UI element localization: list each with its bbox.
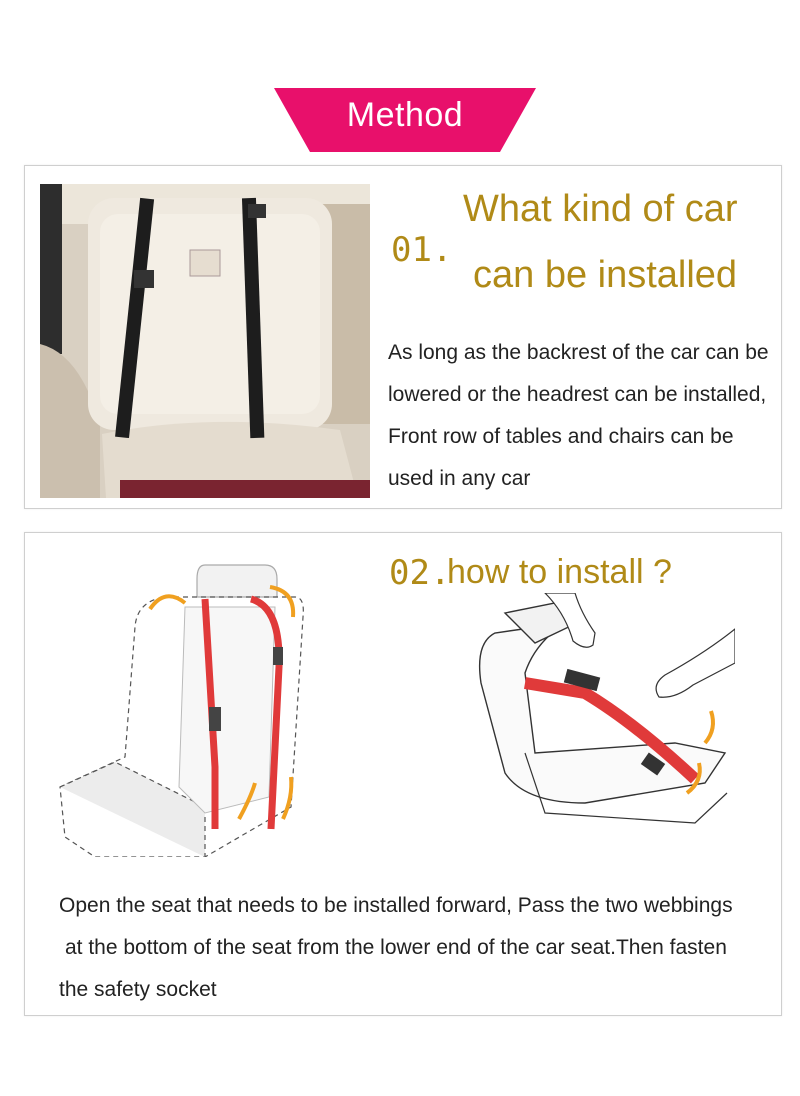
section2-number: 02.: [389, 553, 451, 593]
install-hands-diagram: [465, 593, 735, 833]
section-what-car: [24, 165, 782, 509]
section1-heading-line1: What kind of car: [463, 188, 738, 230]
section2-body-line: Open the seat that needs to be installed forward, Pass the two webbings: [59, 894, 733, 917]
section1-body-line: As long as the backrest of the car can be: [388, 341, 769, 364]
section1-heading-line2: can be installed: [473, 254, 738, 296]
section1-body-line: lowered or the headrest can be installed,: [388, 383, 767, 406]
section2-body-line: at the bottom of the seat from the lower end of the car seat.Then fasten: [65, 936, 727, 959]
banner-title: Method: [346, 96, 464, 134]
seat-strap-diagram: [55, 557, 305, 857]
section1-body: [388, 332, 769, 500]
section1-number: 01.: [391, 230, 453, 270]
section1-body-line: Front row of tables and chairs can be: [388, 425, 734, 448]
method-banner: [274, 88, 536, 152]
section2-body-line: the safety socket: [59, 978, 217, 1001]
section2-body: [59, 885, 733, 1011]
section-how-to-install: [24, 532, 782, 1016]
section1-body-line: used in any car: [388, 467, 531, 490]
car-seat-photo: [40, 184, 370, 498]
section2-heading: how to install ?: [447, 553, 672, 591]
